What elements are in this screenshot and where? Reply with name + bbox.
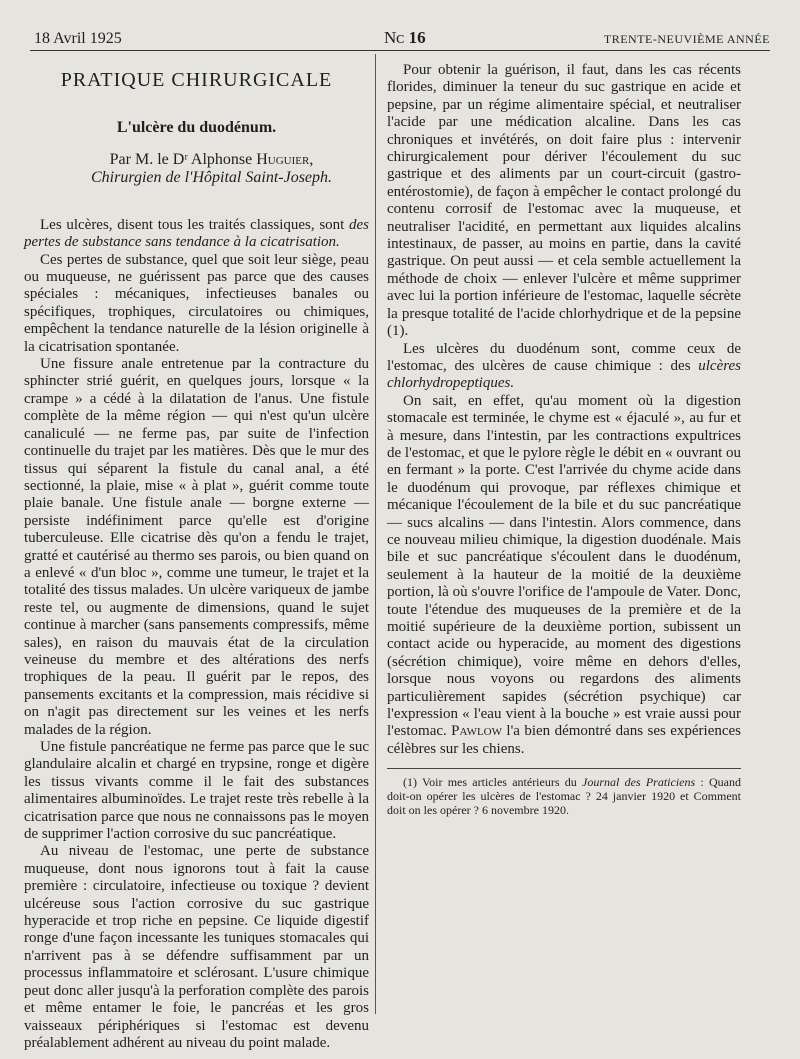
volume-label: TRENTE-NEUVIÈME ANNÉE xyxy=(603,32,770,46)
pawlow-name: Pawlow xyxy=(451,723,503,740)
paragraph-6 xyxy=(387,341,741,393)
left-column xyxy=(24,62,369,1052)
author-role: Chirurgien de l'Hôpital Saint-Joseph. xyxy=(90,168,333,186)
paragraph-6-text: Les ulcères du duodénum sont, comme ceux de l'estomac, des ulcères de cause chimique : des xyxy=(387,340,741,374)
paragraph-6-term: ulcères chlorhydropeptiques. xyxy=(387,357,742,392)
byline-prefix: Par M. le Dʳ Alphonse xyxy=(109,150,253,168)
section-title: PRATIQUE CHIRURGICALE xyxy=(60,69,333,91)
author-name: Huguier, xyxy=(256,150,314,168)
byline xyxy=(54,151,369,187)
paragraph-1: Ces pertes de substance, quel que soit leur siège, peau ou muqueuse, ne guérissent pas parce que des causes spéciales : mécaniques, infectieuses banales ou spécifiques, trophiques, circulatoires ou chimiques, empêchent la tendance naturelle de la lésion originelle à la cicatrisation spontanée. xyxy=(24,251,369,355)
issue-prefix: Nᴄ xyxy=(384,28,405,47)
article-subtitle: L'ulcère du duodénum. xyxy=(116,119,277,137)
intro-text: Les ulcères, disent tous les traités classiques, sont xyxy=(40,216,345,233)
intro-definition: des pertes de substance sans tendance à la cicatrisation. xyxy=(24,216,370,251)
paragraph-7-text: On sait, en effet, qu'au moment où la digestion stomacale est terminée, le chyme est « éjaculé », au fur et à mesure, dans l'intestin, par les contractions expultrices de l'estomac, et que le pylore règle le débit en « ouvrant ou en fermant » la porte. C'est l'arrivée du chyme acide dans le duodénum qui provoque, par réflexes chimique et mécanique l'écoulement de la bile et du suc pancréatique — sucs alcalins — dans l'intestin. Alors commence, dans ce nouveau milieu chimique, la digestion duodénale. Mais bile et suc pancréatique s'écoulent dans le duodénum, seulement à la hauteur de la moitié de la deuxième portion, là où s'ouvre l'orifice de l'ampoule de Vater. Donc, toute l'étendue des muqueuses de la première et de la moitié supérieure de la deuxième portion, subissent un contact acide ou hyperacide, au moment des digestions (sécrétion chimique), voire même en dehors d'elles, lorsque nous voyons ou regardons des aliments particulièrement sapides (sécrétion psychique) car l'expression « l'eau vient à la bouche » est vraie aussi pour l'estomac. xyxy=(387,392,741,740)
issue-date: 18 Avril 1925 xyxy=(34,30,122,47)
paragraph-3: Une fistule pancréatique ne ferme pas parce que le suc glandulaire alcalin et chargé en trypsine, ronge et digère les tissus vivants comme il le fait des substances alimentaires albuminoïdes. Le trajet reste très rebelle à la cicatrisation parce que nous ne connaissons pas le moyen de supprimer l'action corrosive du suc pancréatique. xyxy=(24,739,369,843)
footnote xyxy=(387,775,741,817)
right-column xyxy=(387,62,741,817)
header-rule xyxy=(30,50,770,51)
paragraph-7-end: l'a bien démontré dans ses expériences célèbres sur les chiens. xyxy=(387,723,742,757)
paragraph-4: Au niveau de l'estomac, une perte de substance muqueuse, dont nous ignorons tout à fait la cause première : circulatoire, infectieuse ou toxique ? devient ulcéreuse sous l'action corrosive du suc gastrique hyperacide et trop riche en pepsine. Ce liquide digestif ronge d'une façon incessante les tuniques stomacales qui n'arrivent pas à se défendre suffisamment par un processus inflammatoire et sclérosant. L'usure chimique peut donc aller jusqu'à la perforation complète des parois et même entamer le foie, le pancréas et les gros vaisseaux périphériques si l'estomac est devenu préalablement adhérent au niveau du point malade. xyxy=(24,843,369,1051)
paragraph-7 xyxy=(387,393,741,759)
issue-number-value: 16 xyxy=(408,28,426,47)
paragraph-5: Pour obtenir la guérison, il faut, dans les cas récents florides, diminuer la teneur du suc gastrique en acide et pepsine, par un régime alimentaire spécial, et neutraliser l'acide par une médication alcaline. Dans les cas chroniques et invétérés, on doit faire plus : intervenir chirurgicalement pour dériver l'écoulement du suc gastrique et des aliments par un court-circuit (gastro-entérostomie), de façon à empêcher le contact prolongé du contenu corrosif de l'estomac avec la muqueuse, et neutraliser l'acidité, en permettant aux liquides alcalins intestinaux, de passer, au moins en partie, dans la cavité gastrique. On peut aussi — et cela semble actuellement la méthode de choix — enlever l'ulcère et même supprimer avec lui la portion inférieure de l'estomac, laquelle sécrète la presque totalité de l'acide chlorhydrique et de la pepsine (1). xyxy=(387,62,741,340)
running-header xyxy=(34,26,770,52)
paragraph-2: Une fissure anale entretenue par la contracture du sphincter strié guérit, en quelques jours, lorsque « la crampe » a cédé à la dilatation de l'anus. Une fistule complète de la même région — qui n'est qu'un ulcère canaliculé — ne ferme pas, par suite de l'infection continuelle du trajet par les matières. Dès que le mur des tissus qui séparent la fistule du canal anal, a été sectionné, la plaie, mise « à plat », guérit comme toute plaie banale. Une fistule anale — borgne externe — persiste indéfiniment parce qu'elle est d'origine tuberculeuse. Elle cicatrise dès qu'on a fendu le trajet, gratté et cautérisé au thermo ses parois, ou bien quand on a enlevé « d'un bloc », comme une tumeur, le trajet et la totalité des tissus malades. Un ulcère variqueux de jambe reste tel, ou augmente de dimensions, quand le sujet continue à marcher (sans pansements compressifs, même sales), en raison du mauvais état de la circulation veineuse du membre et des altérations des nerfs trophiques de la peau. Il guérit par le repos, des pansements excitants et la compression, mais récidive si on n'agit pas directement sur les veines et les nerfs malades de la région. xyxy=(24,356,369,738)
footnote-journal: Journal des Praticiens xyxy=(582,775,696,790)
issue-number xyxy=(384,28,426,48)
intro-paragraph xyxy=(24,217,369,252)
footnote-rule xyxy=(387,768,741,769)
footnote-end: : Quand doit-on opérer les ulcères de l'estomac ? 24 janvier 1920 et Comment doit on les opérer ? 6 novembre 1920. xyxy=(387,775,741,818)
footnote-text: (1) Voir mes articles antérieurs du xyxy=(403,775,577,790)
column-divider xyxy=(375,54,376,1014)
